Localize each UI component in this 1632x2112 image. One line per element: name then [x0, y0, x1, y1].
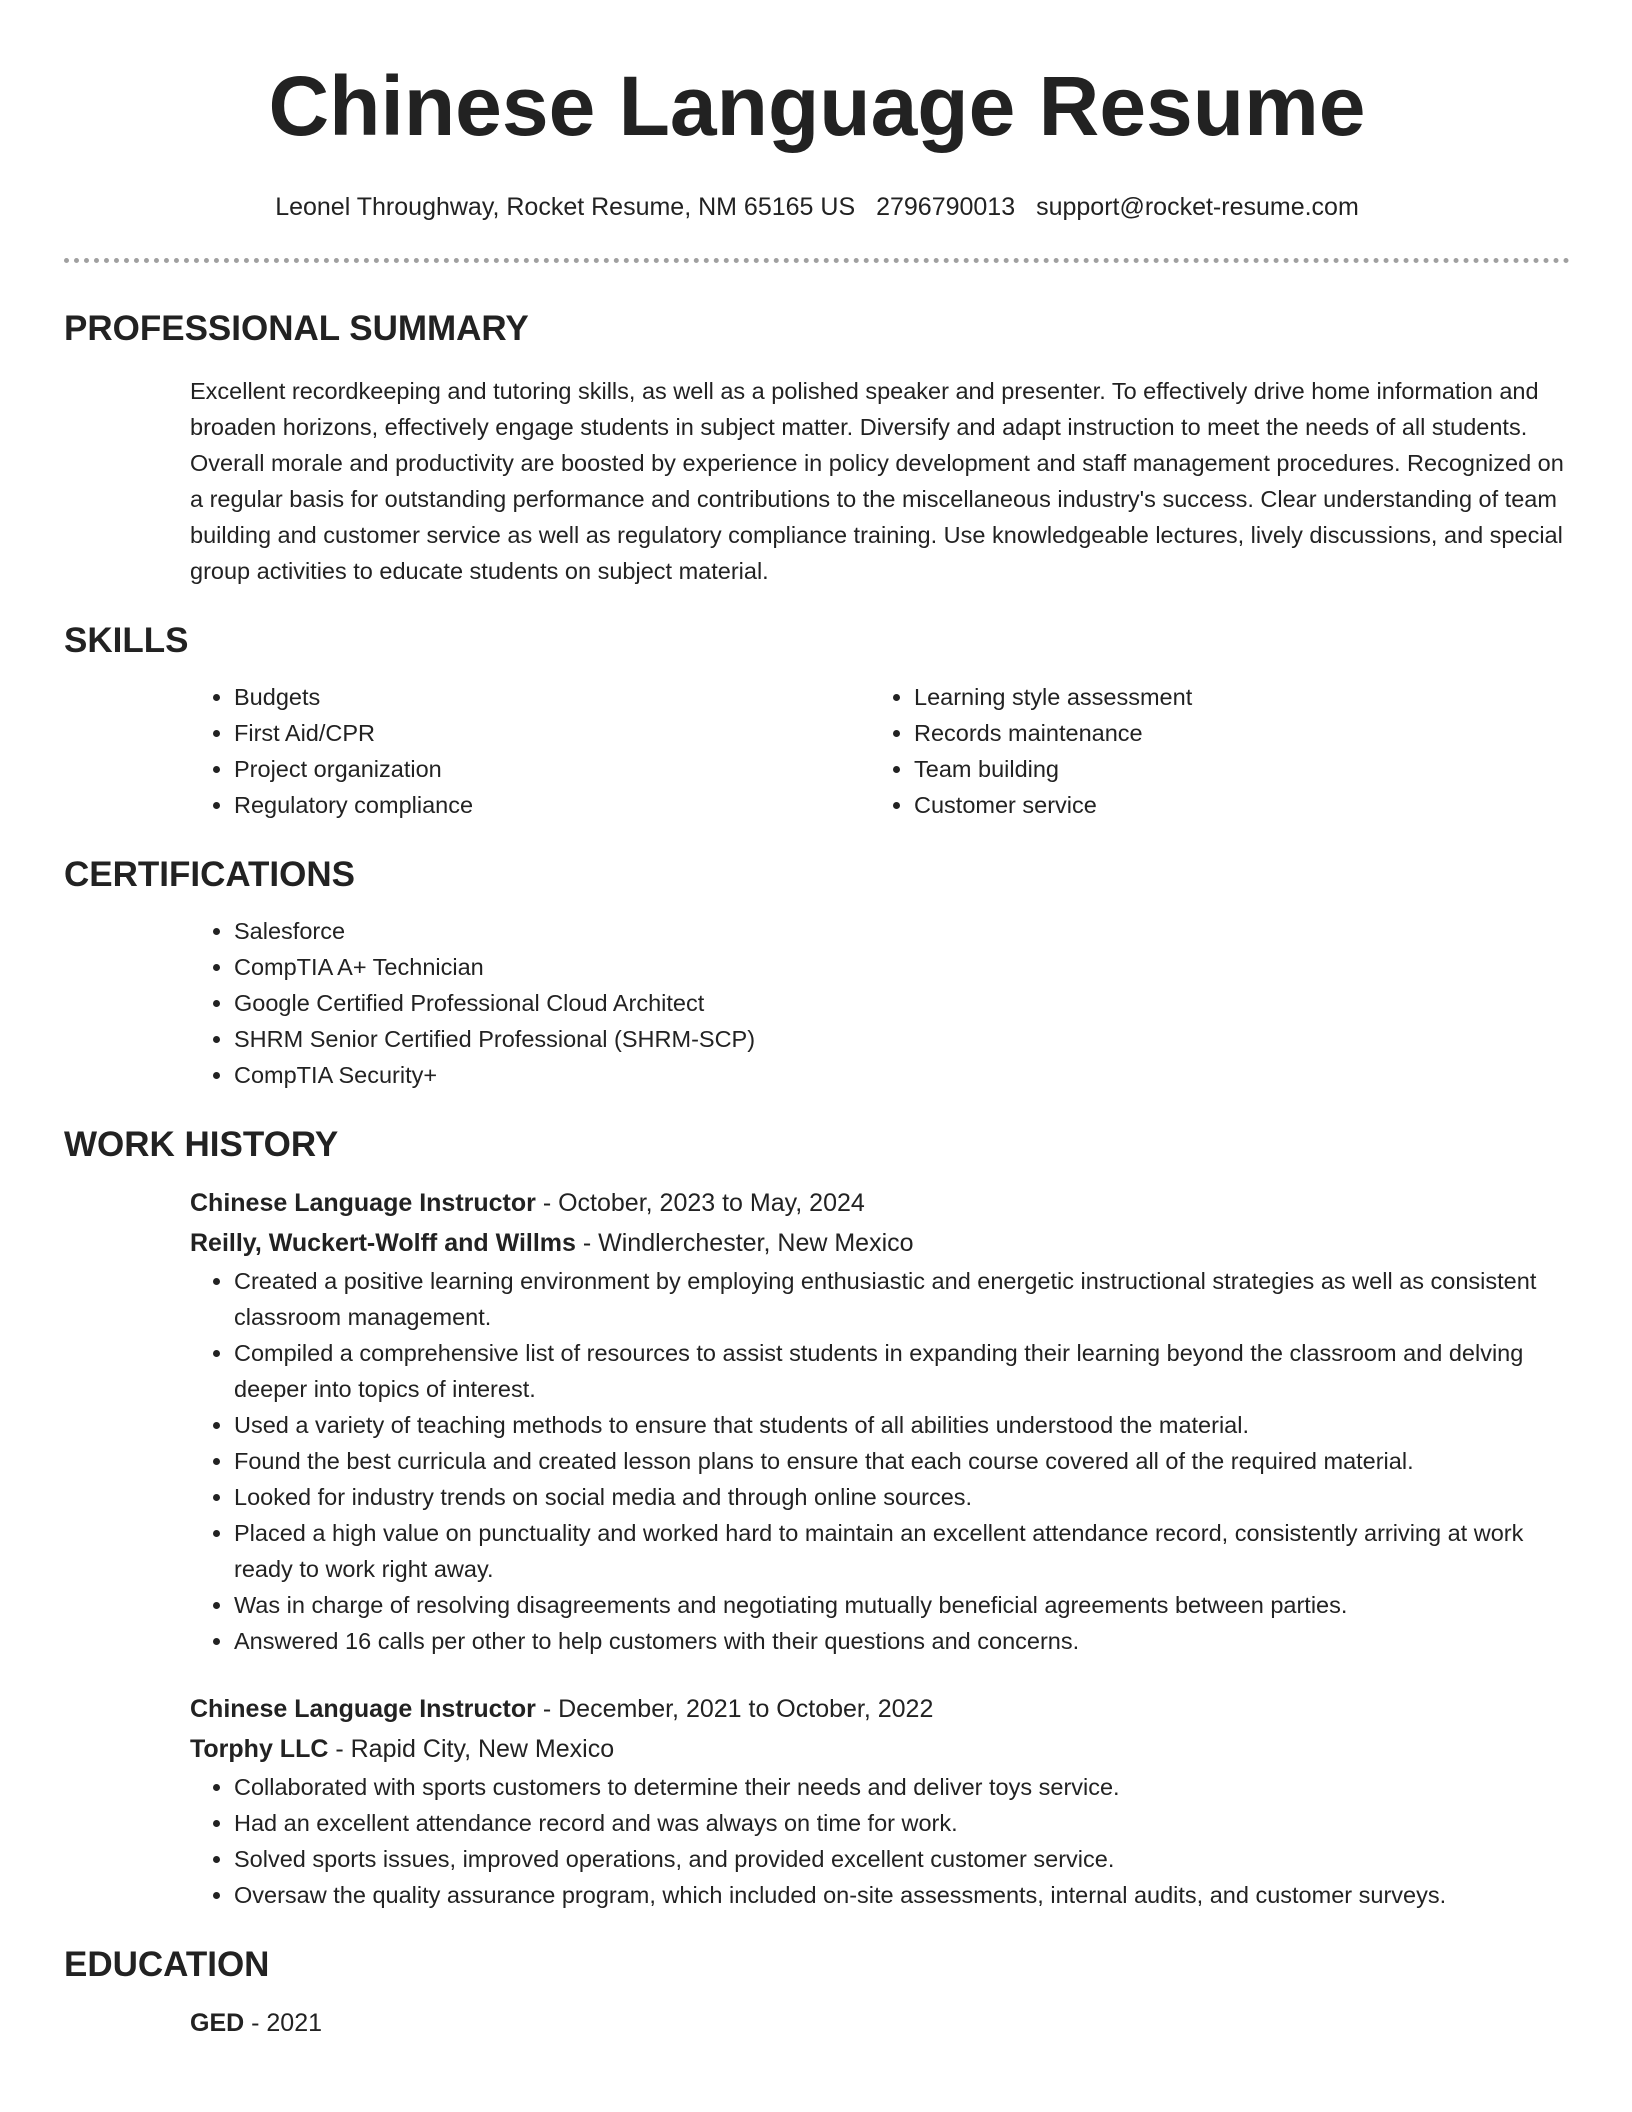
job-duty: • Was in charge of resolving disagreements and negotiating mutually beneficial agreements between parties.: [234, 1587, 1570, 1623]
job-company-line: [190, 1729, 1570, 1769]
job-duty: • Collaborated with sports customers to determine their needs and deliver toys service.: [234, 1769, 1570, 1805]
job-duties: [190, 1263, 1570, 1659]
certification-item: • CompTIA A+ Technician: [234, 949, 1570, 985]
certifications-heading: CERTIFICATIONS: [64, 855, 356, 894]
resume-title: Chinese Language Resume: [268, 59, 1366, 153]
skill-item: • Customer service: [914, 787, 1550, 823]
summary-heading: PROFESSIONAL SUMMARY: [64, 309, 529, 348]
job-company: Reilly, Wuckert-Wolff and Willms: [190, 1229, 576, 1257]
skill-item: • First Aid/CPR: [234, 715, 870, 751]
job-duty: • Compiled a comprehensive list of resources to assist students in expanding their learning beyond the classroom and delving deeper into topics of interest.: [234, 1335, 1570, 1407]
certifications-list: [190, 913, 1570, 1093]
certification-item: • Google Certified Professional Cloud Architect: [234, 985, 1570, 1021]
job-dates: - October, 2023 to May, 2024: [535, 1189, 865, 1217]
skills-column-right: [870, 679, 1550, 823]
education-entry: [190, 2003, 1570, 2043]
skill-item: • Team building: [914, 751, 1550, 787]
job-location: - Windlerchester, New Mexico: [575, 1229, 914, 1257]
certification-item: • CompTIA Security+: [234, 1057, 1570, 1093]
skill-item: • Learning style assessment: [914, 679, 1550, 715]
skill-item: • Project organization: [234, 751, 870, 787]
certification-item: • SHRM Senior Certified Professional (SHRM-SCP): [234, 1021, 1570, 1057]
job-title: Chinese Language Instructor: [190, 1189, 536, 1217]
education-year: - 2021: [244, 2009, 323, 2037]
job-duty: • Used a variety of teaching methods to ensure that students of all abilities understood the material.: [234, 1407, 1570, 1443]
header-divider: [64, 258, 1570, 263]
skills-column-left: [190, 679, 870, 823]
job-location: - Rapid City, New Mexico: [328, 1735, 615, 1763]
contact-phone: 2796790013: [876, 193, 1016, 221]
job-company: Torphy LLC: [190, 1735, 329, 1763]
education-degree: GED: [190, 2009, 245, 2037]
job-duty: • Found the best curricula and created lesson plans to ensure that each course covered all of the required material.: [234, 1443, 1570, 1479]
certification-item: • Salesforce: [234, 913, 1570, 949]
job-duty: • Solved sports issues, improved operations, and provided excellent customer service.: [234, 1841, 1570, 1877]
job-entry: [190, 1689, 1570, 1913]
job-duty: • Placed a high value on punctuality and worked hard to maintain an excellent attendance record, consistently arriving at work ready to work right away.: [234, 1515, 1570, 1587]
job-title-line: [190, 1183, 1570, 1223]
job-duty: • Oversaw the quality assurance program, which included on-site assessments, internal audits, and customer surveys.: [234, 1877, 1570, 1913]
job-title: Chinese Language Instructor: [190, 1695, 536, 1723]
contact-line: [64, 190, 1570, 224]
skill-item: • Records maintenance: [914, 715, 1550, 751]
skills-heading: SKILLS: [64, 621, 189, 660]
skill-item: • Regulatory compliance: [234, 787, 870, 823]
job-dates: - December, 2021 to October, 2022: [535, 1695, 934, 1723]
summary-text: Excellent recordkeeping and tutoring skills, as well as a polished speaker and presenter. To effectively drive home information and broaden horizons, effectively engage students in subject matter. Diversify and adapt instruction to meet the needs of all students. Overall morale and productivity are boosted by experience in policy development and staff management procedures. Recognized on a regular basis for outstanding performance and contributions to the miscellaneous industry's success. Clear understanding of team building and customer service as well as regulatory compliance training. Use knowledgeable lectures, lively discussions, and special group activities to educate students on subject material.: [190, 378, 1564, 584]
skills-list: [190, 679, 1570, 823]
skill-item: • Budgets: [234, 679, 870, 715]
job-duty: • Created a positive learning environment by employing enthusiastic and energetic instructional strategies as well as consistent classroom management.: [234, 1263, 1570, 1335]
contact-email: support@rocket-resume.com: [1036, 193, 1359, 221]
contact-address: Leonel Throughway, Rocket Resume, NM 65165 US: [275, 193, 856, 221]
job-title-line: [190, 1689, 1570, 1729]
job-duty: • Answered 16 calls per other to help customers with their questions and concerns.: [234, 1623, 1570, 1659]
work-history-heading: WORK HISTORY: [64, 1125, 339, 1164]
job-duty: • Looked for industry trends on social media and through online sources.: [234, 1479, 1570, 1515]
job-duties: [190, 1769, 1570, 1913]
job-company-line: [190, 1223, 1570, 1263]
job-duty: • Had an excellent attendance record and was always on time for work.: [234, 1805, 1570, 1841]
job-entry: [190, 1183, 1570, 1659]
education-heading: EDUCATION: [64, 1945, 270, 1984]
resume-page: [64, 0, 1570, 2043]
